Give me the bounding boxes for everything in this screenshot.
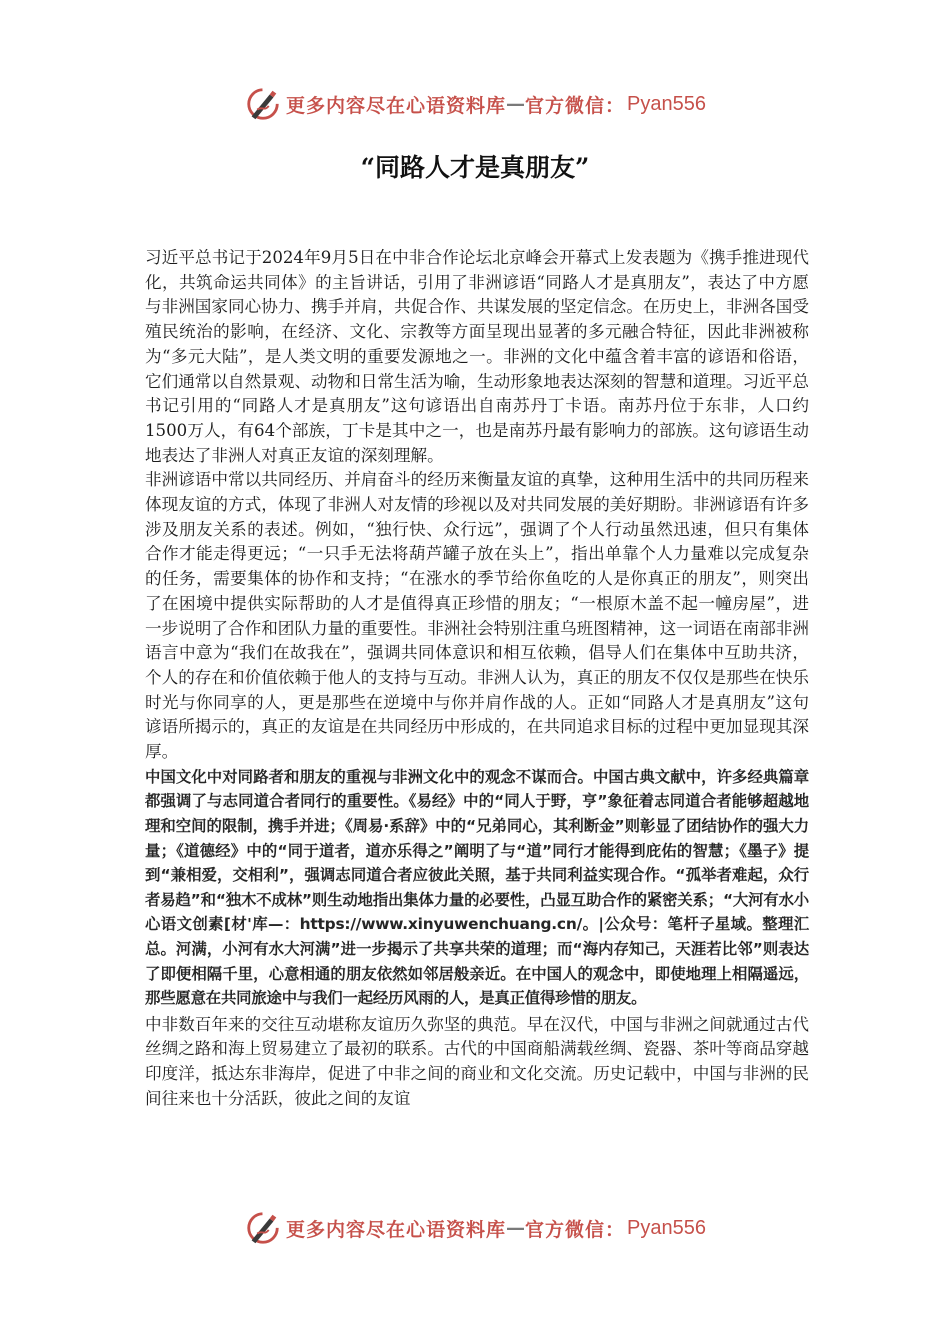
banner-label: 官方微信： [525,1218,626,1241]
banner-text: 更多内容尽在心语资料库 [286,1218,507,1241]
banner-wechat-id: Pyan556 [627,92,706,115]
banner-separator: — [506,1217,526,1239]
pen-swirl-logo-icon [244,1209,282,1247]
banner-wechat-id: Pyan556 [627,1216,706,1239]
paragraph-4: 中非数百年来的交往互动堪称友谊历久弥坚的典范。早在汉代，中国与非洲之间就通过古代丝绸之路和海上贸易建立了最初的联系。古代的中国商船满载丝绸、瓷器、茶叶等商品穿越印度洋，抵达东非海岸，促进了中非之间的商业和文化交流。历史记载中，中国与非洲的民间往来也十分活跃，彼此之间的友谊 [145,1014,809,1108]
footer-watermark-banner [0,1206,950,1250]
page-title: “同路人才是真朋友” [360,153,590,182]
paragraph-1: 习近平总书记于2024年9月5日在中非合作论坛北京峰会开幕式上发表题为《携手推进现代化，共筑命运共同体》的主旨讲话，引用了非洲谚语“同路人才是真朋友”，表达了中方愿与非洲国家同心协力、携手并肩，共促合作、共谋发展的坚定信念。在历史上，非洲各国受殖民统治的影响，在经济、文化、宗教等方面呈现出显著的多元融合特征，因此非洲被称为“多元大陆”，是人类文明的重要发源地之一。非洲的文化中蕴含着丰富的谚语和俗语，它们通常以自然景观、动物和日常生活为喻，生动形象地表达深刻的智慧和道理。习近平总书记引用的“同路人才是真朋友”这句谚语出自南苏丹丁卡语。南苏丹位于东非，人口约1500万人，有64个部族，丁卡是其中之一，也是南苏丹最有影响力的部族。这句谚语生动地表达了非洲人对真正友谊的深刻理解。 [145,248,809,465]
banner-label: 官方微信： [525,94,626,117]
header-watermark-banner [0,82,950,126]
pen-swirl-logo-icon [244,85,282,123]
paragraph-2: 非洲谚语中常以共同经历、并肩奋斗的经历来衡量友谊的真挚，这种用生活中的共同历程来体现友谊的方式，体现了非洲人对友情的珍视以及对共同发展的美好期盼。非洲谚语有许多涉及朋友关系的表述。例如，“独行快、众行远”，强调了个人行动虽然迅速，但只有集体合作才能走得更远；“一只手无法将葫芦罐子放在头上”，指出单靠个人力量难以完成复杂的任务，需要集体的协作和支持；“在涨水的季节给你鱼吃的人是你真正的朋友”，则突出了在困境中提供实际帮助的人才是值得真正珍惜的朋友；“一根原木盖不起一幢房屋”，进一步说明了合作和团队力量的重要性。非洲社会特别注重乌班图精神，这一词语在南部非洲语言中意为“我们在故我在”，强调共同体意识和相互依赖，倡导人们在集体中互助共济，个人的存在和价值依赖于他人的支持与互动。非洲人认为，真正的朋友不仅仅是那些在快乐时光与你同享的人，更是那些在逆境中与你并肩作战的人。正如“同路人才是真朋友”这句谚语所揭示的，真正的友谊是在共同经历中形成的，在共同追求目标的过程中更加显现其深厚。 [145,470,809,762]
banner-separator: — [506,93,526,115]
article-body [145,246,809,1112]
paragraph-3: 中国文化中对同路者和朋友的重视与非洲文化中的观念不谋而合。中国古典文献中，许多经典篇章都强调了与志同道合者同行的重要性。《易经》中的“同人于野，亨”象征着志同道合者能够超越地理和空间的限制，携手并进；《周易·系辞》中的“兄弟同心，其利断金”则彰显了团结协作的强大力量；《道德经》中的“同于道者，道亦乐得之”阐明了与“道”同行才能得到庇佑的智慧；《墨子》提到“兼相爱，交相利”，强调志同道合者应彼此关照，基于共同利益实现合作。“孤举者难起，众行者易趋”和“独木不成林”则生动地指出集体力量的必要性，凸显互助合作的紧密关系；“大河有水小心语文创素[材'库—：https://www.xinyuwenchuang.cn/。|公众号：笔杆子星域。整理汇总。河满，小河有水大河满”进一步揭示了共享共荣的道理；而“海内存知己，天涯若比邻”则表达了即便相隔千里，心意相通的朋友依然如邻居般亲近。在中国人的观念中，即使地理上相隔遥远，那些愿意在共同旅途中与我们一起经历风雨的人，是真正值得珍惜的朋友。 [145,767,809,1008]
banner-text: 更多内容尽在心语资料库 [286,94,507,117]
